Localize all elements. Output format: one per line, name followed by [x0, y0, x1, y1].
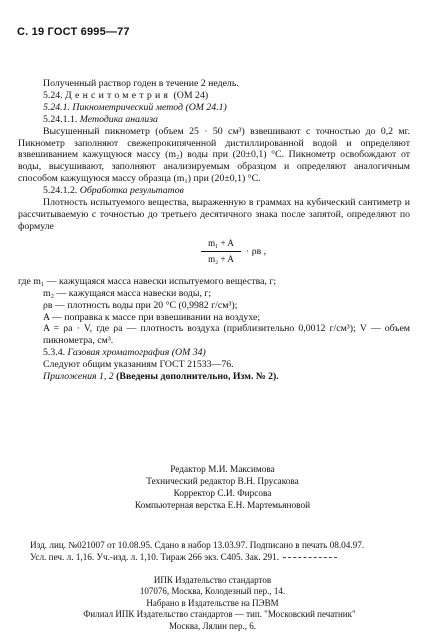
imprint-print-run-text: Усл. печ. л. 1,16. Уч.-изд. л. 1,10. Тираж 266 экз. С405. Зак. 291. [30, 552, 279, 562]
definition-a-formula: A = ρa · V, где ρa — плотность воздуха (приблизительно 0,0012 г/см³); V — объем пикнометра, см³. [43, 323, 410, 347]
credit-editor: Редактор М.И. Максимова [170, 465, 275, 475]
section-title: Газовая хроматография (ОМ 34) [67, 347, 206, 359]
section-title: Денситометрия [65, 89, 172, 101]
divider-rule [283, 557, 337, 558]
definition-m2: m₂ — кажущаяся масса навески воды, г; [43, 287, 212, 299]
credit-layout: Компьютерная верстка Е.Н. Мартемьяновой [134, 501, 311, 511]
paragraph-procedure: Высушенный пикнометр (объем 25 · 50 см³) взвешивают с точностью до 0,2 мг. Пикнометр заполняют свежепрокипяченной дистиллированной водой и определяют взвешиванием кажущуюся массу (m₂) воды при (20±0,1) °С. Пикнометр освобождают от воды, высушивают, заполняют анализируемым образцом и определяют аналогичным способом кажущуюся массу образца (m₁) при (20±0,1) °С. [18, 125, 410, 185]
editorial-credits [0, 464, 425, 512]
section-5-24-heading [18, 90, 410, 102]
formula-fraction [201, 238, 241, 266]
section-title: Методика анализа [79, 113, 158, 125]
amendment-note [18, 371, 410, 383]
formula-denominator: m₂ + A [208, 253, 234, 264]
amendment-text: (Введены дополнительно, Изм. № 2). [116, 371, 279, 383]
definition-correction-a: A — поправка к массе при взвешивании на воздухе; [43, 311, 261, 323]
section-5-24-1-heading: 5.24.1. Пикнометрический метод (ОМ 24.1) [43, 101, 227, 113]
section-5-3-4-heading [18, 347, 410, 359]
paragraph-density-calculation: Плотность испытуемого вещества, выраженную в граммах на кубический сантиметр и рассчитываемую с точностью до третьего десятичного знака после запятой, определяют по формуле [18, 197, 410, 232]
page-header: С. 19 ГОСТ 6995—77 [17, 26, 130, 38]
amendment-appendices: Приложения 1, 2 [43, 371, 114, 383]
publisher-address: 107076, Москва, Колодезный пер., 14. [139, 586, 286, 597]
section-title: Обработка результатов [79, 185, 184, 197]
document-body [18, 78, 410, 383]
publisher-typeset-note: Набрано в Издательстве на ПЭВМ [146, 597, 279, 608]
print-imprint [30, 539, 410, 563]
credit-corrector: Корректор С.И. Фирсова [173, 489, 272, 499]
section-number: 5.24.1.1. [43, 113, 78, 125]
credit-technical-editor: Технический редактор В.Н. Прусакова [146, 477, 299, 487]
section-5-24-1-2-heading [18, 185, 410, 197]
section-5-24-1-1-heading [18, 114, 410, 126]
density-formula [18, 236, 410, 272]
formula-numerator: m₁ + A [201, 238, 241, 252]
paragraph-solution-validity: Полученный раствор годен в течение 2 недель. [43, 78, 239, 89]
publisher-name: ИПК Издательство стандартов [153, 575, 272, 585]
section-number: 5.3.4. [43, 347, 66, 359]
imprint-line-license: Изд. лиц. №021007 от 10.08.95. Сдано в набор 13.03.97. Подписано в печать 08.04.97. [30, 540, 365, 550]
section-method-code: (ОМ 24) [173, 89, 209, 101]
publisher-block [0, 575, 425, 632]
section-number: 5.24.1.2. [43, 185, 78, 197]
imprint-line-print-run [30, 551, 410, 563]
formula-water-density-factor: · ρв , [246, 245, 267, 257]
publisher-branch: Филиал ИПК Издательство стандартов — тип. "Московский печатник" [83, 609, 356, 620]
paragraph-general-instructions: Следуют общим указаниям ГОСТ 21533—76. [43, 359, 234, 371]
definition-rho-water: ρв — плотность воды при 20 °С (0,9982 г/см³); [43, 299, 238, 311]
definition-m1: где m₁ — кажущаяся масса навески испытуемого вещества, г; [18, 275, 277, 287]
publisher-branch-address: Москва, Лялин пер., 6. [169, 620, 256, 631]
section-number: 5.24. [43, 89, 63, 101]
